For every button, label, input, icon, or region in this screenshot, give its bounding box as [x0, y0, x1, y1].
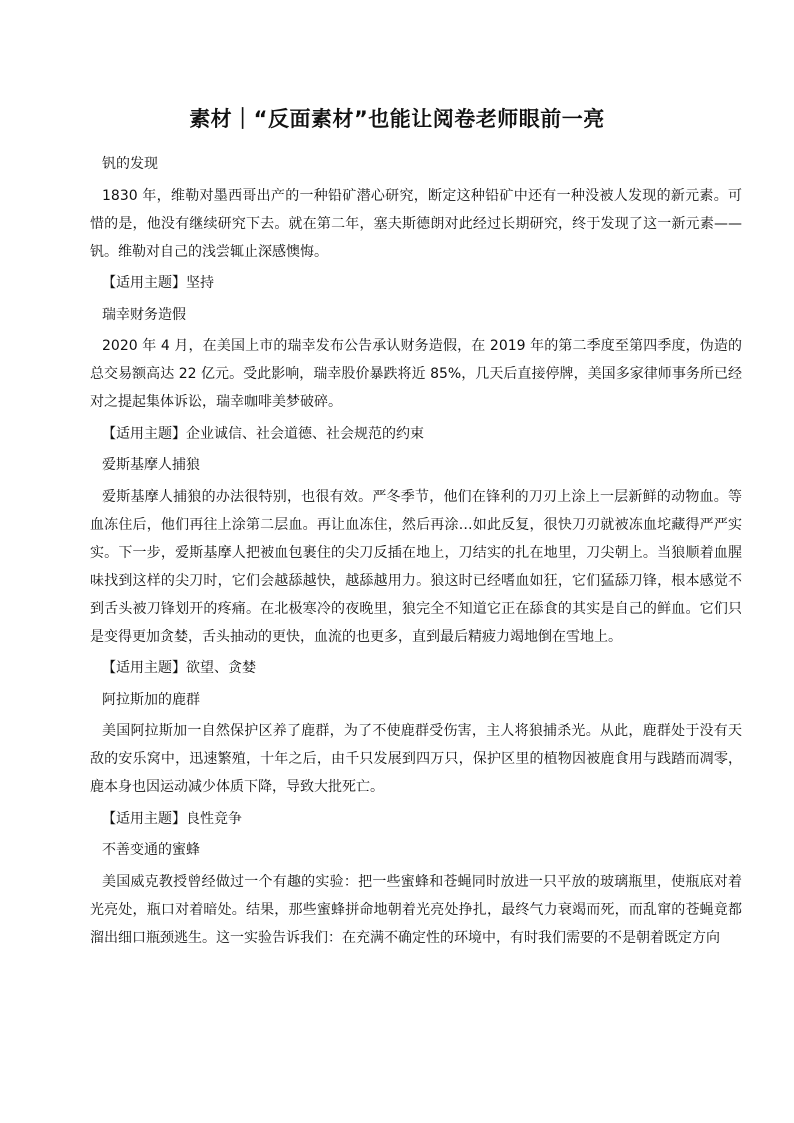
document-body: [90, 150, 742, 955]
paragraph-vanadium: 1830 年，维勒对墨西哥出产的一种铅矿潜心研究，断定这种铅矿中还有一种没被人发现的新元素。可惜的是，他没有继续研究下去。就在第二年，塞夫斯德朗对此经过长期研究，终于发现了这一新元素——钒。维勒对自己的浅尝辄止深感懊悔。: [90, 187, 742, 260]
theme-tag-alaska-deer: 【适用主题】良性竞争: [102, 810, 242, 827]
theme-tag-vanadium: 【适用主题】坚持: [102, 275, 214, 291]
theme-tag-eskimo: 【适用主题】欲望、贪婪: [102, 660, 256, 676]
section-heading-eskimo: 爱斯基摩人捕狼: [102, 457, 200, 473]
theme-tag-luckin: 【适用主题】企业诚信、社会道德、社会规范的约束: [102, 425, 424, 442]
paragraph-bees: 美国威克教授曾经做过一个有趣的实验：把一些蜜蜂和苍蝇同时放进一只平放的玻璃瓶里，使瓶底对着光亮处，瓶口对着暗处。结果，那些蜜蜂拼命地朝着光亮处挣扎，最终气力衰竭而死，而乱窜的苍蝇竟都溜出细口瓶颈逃生。这一实验告诉我们：在充满不确定性的环境中，有时我们需要的不是朝着既定方向: [90, 873, 742, 946]
paragraph-eskimo: 爱斯基摩人捕狼的办法很特别，也很有效。严冬季节，他们在锋利的刀刃上涂上一层新鲜的动物血。等血冻住后，他们再往上涂第二层血。再让血冻住，然后再涂…如此反复，很快刀刃就被冻血坨藏得严严实实。下一步，爱斯基摩人把被血包裹住的尖刀反插在地上，刀结实的扎在地里，刀尖朝上。当狼顺着血腥味找到这样的尖刀时，它们会越舔越快，越舔越用力。狼这时已经嗜血如狂，它们猛舔刀锋，根本感觉不到舌头被刀锋划开的疼痛。在北极寒冷的夜晚里，狼完全不知道它正在舔食的其实是自己的鲜血。它们只是变得更加贪婪，舌头抽动的更快，血流的也更多，直到最后精疲力竭地倒在雪地上。: [90, 488, 742, 645]
document-title: 素材｜“反面素材”也能让阅卷老师眼前一亮: [189, 107, 605, 131]
section-heading-vanadium: 钒的发现: [102, 156, 158, 172]
section-heading-alaska-deer: 阿拉斯加的鹿群: [102, 691, 200, 708]
section-heading-bees: 不善变通的蜜蜂: [102, 842, 200, 858]
section-heading-luckin: 瑞幸财务造假: [102, 306, 186, 323]
paragraph-alaska-deer: 美国阿拉斯加一自然保护区养了鹿群，为了不使鹿群受伤害，主人将狼捕杀光。从此，鹿群处于没有天敌的安乐窝中，迅速繁殖，十年之后，由千只发展到四万只，保护区里的植物因被鹿食用与践踏而凋零，鹿本身也因运动减少体质下降，导致大批死亡。: [90, 723, 742, 795]
paragraph-luckin: 2020 年 4 月，在美国上市的瑞幸发布公告承认财务造假，在 2019 年的第二季度至第四季度，伪造的总交易额高达 22 亿元。受此影响，瑞幸股价暴跌将近 85%，几天后直接停牌，美国多家律师事务所已经对之提起集体诉讼，瑞幸咖啡美梦破碎。: [90, 338, 742, 410]
